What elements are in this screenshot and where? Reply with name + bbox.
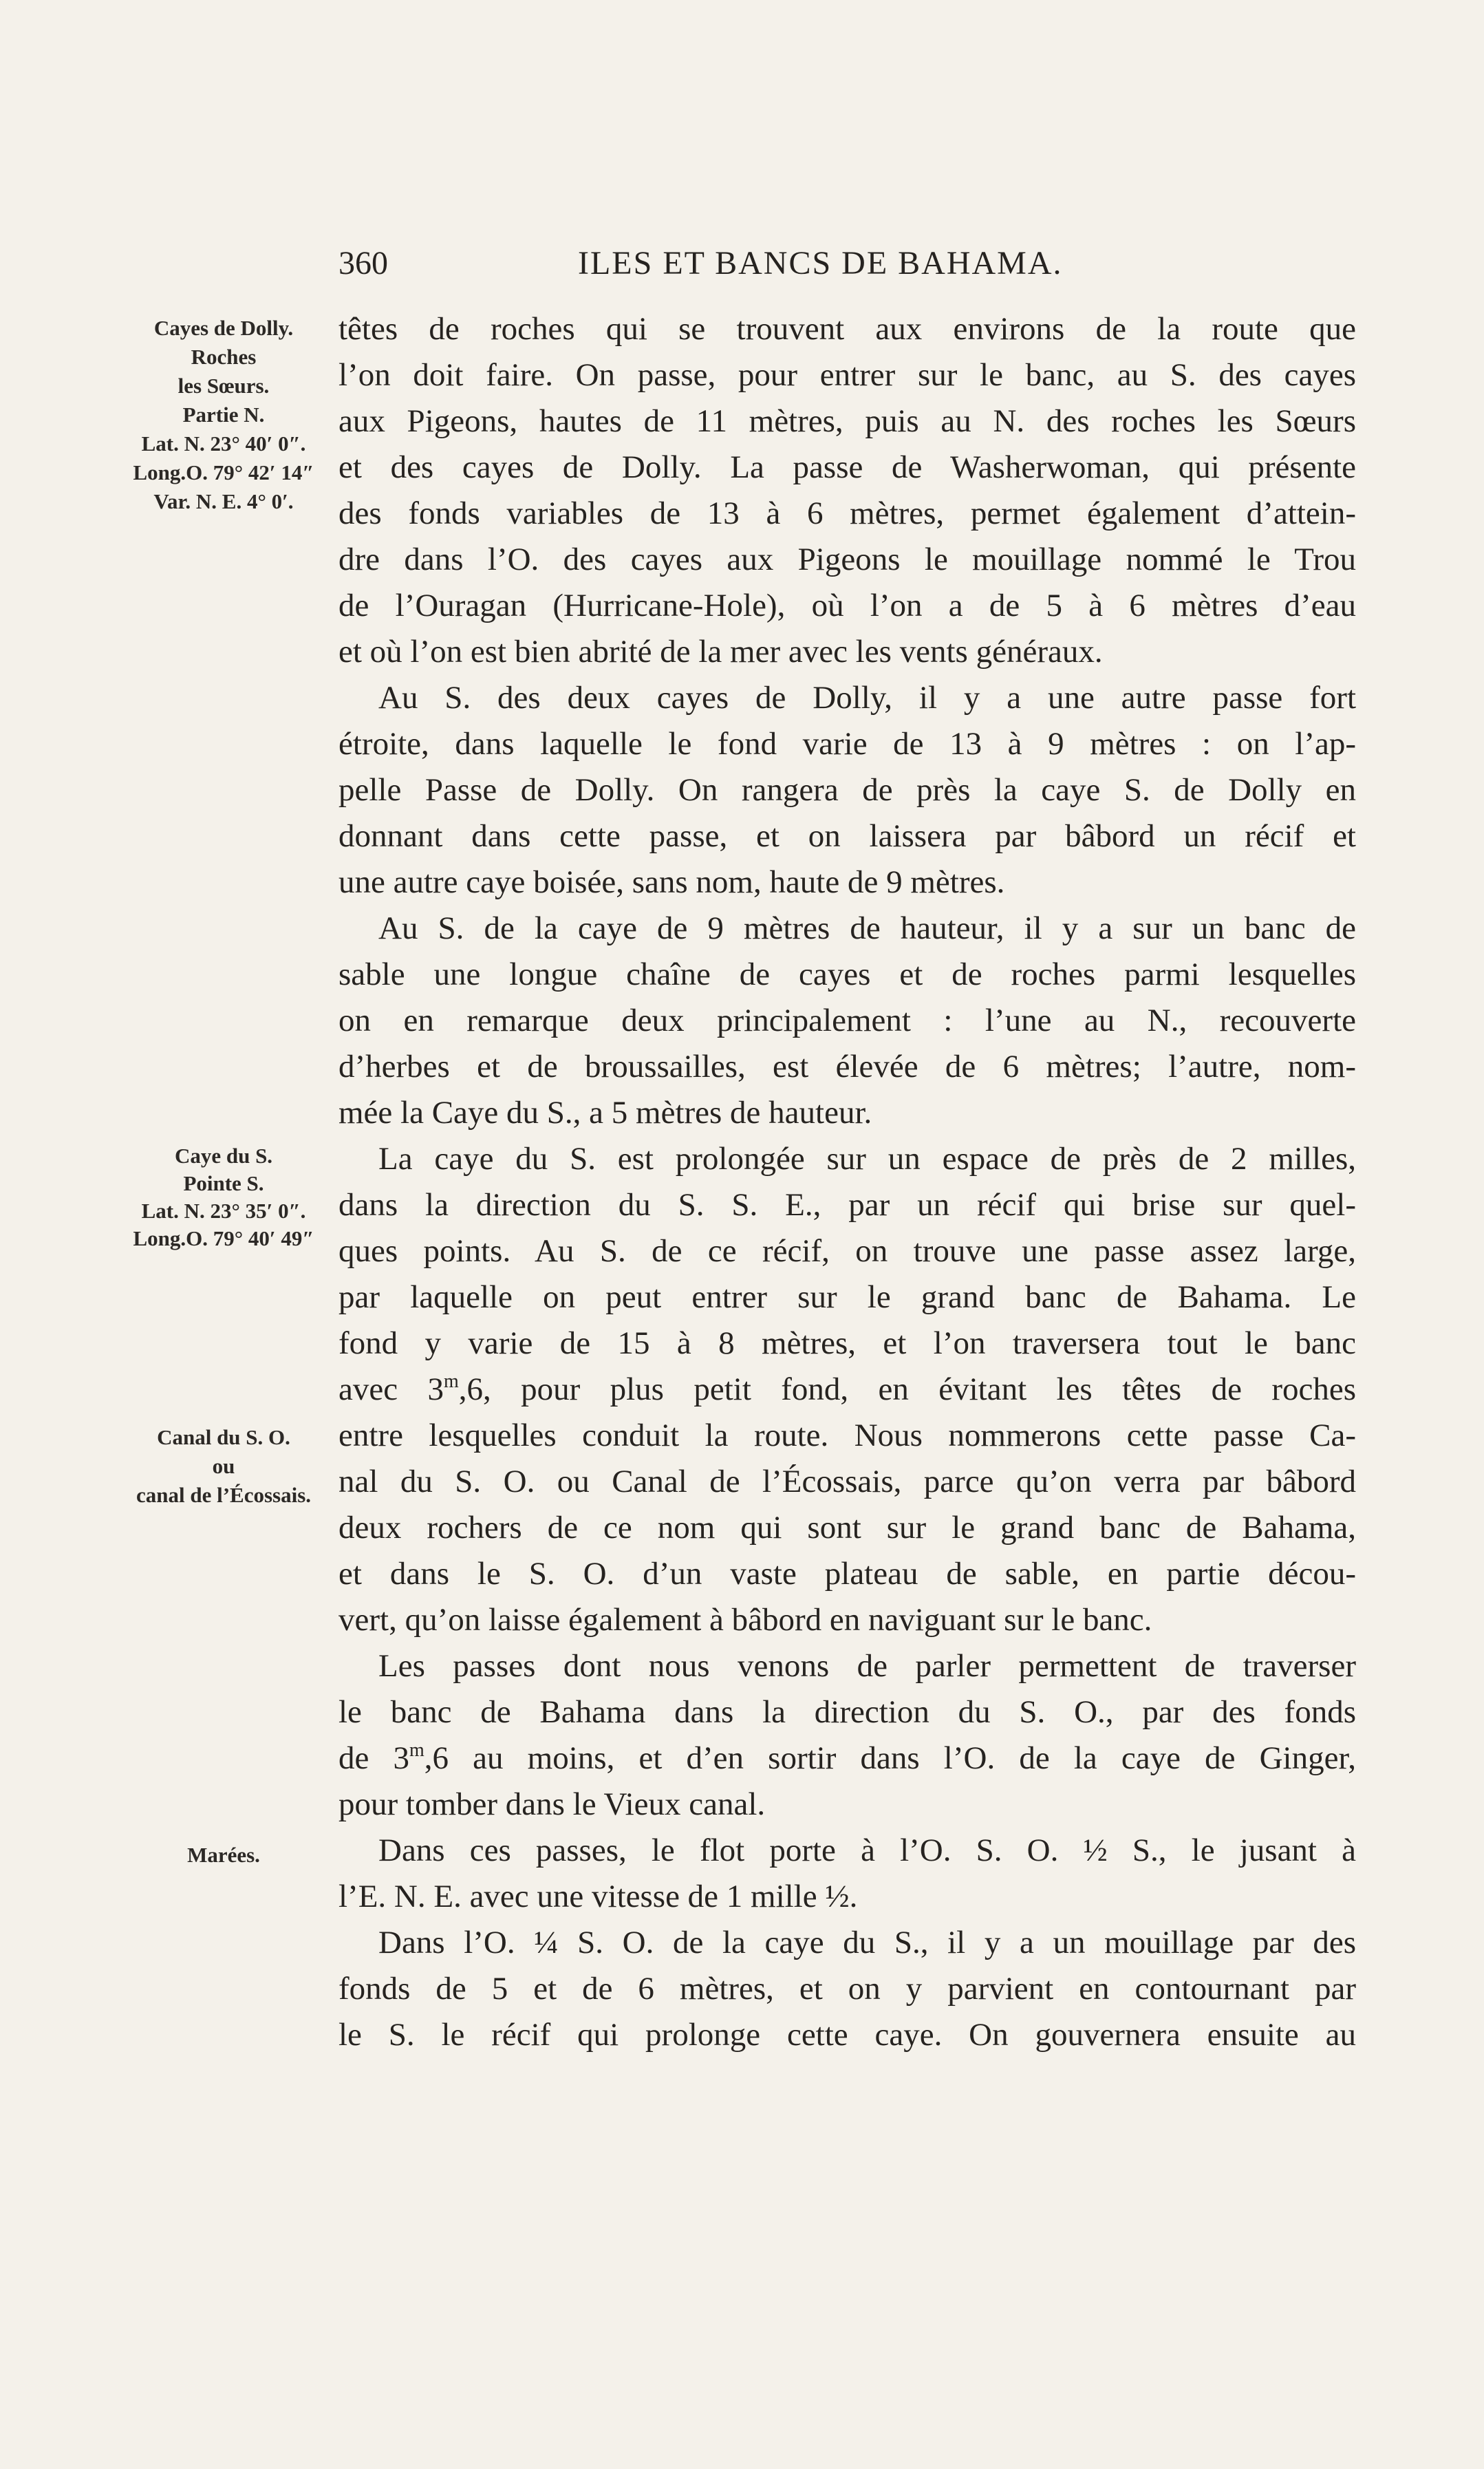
text-segment: avec 3 xyxy=(338,1371,444,1407)
text-line: donnant dans cette passe, et on laissera par bâbord un récif et xyxy=(338,818,1356,854)
text-line: fond y varie de 15 à 8 mètres, et l’on traversera tout le banc xyxy=(338,1325,1356,1361)
margin-note-line: les Sœurs. xyxy=(178,374,270,398)
margin-note-line: Long.O. 79° 42′ 14″ xyxy=(133,460,314,484)
text-line: têtes de roches qui se trouvent aux environs de la route que xyxy=(338,311,1356,347)
text-line: étroite, dans laquelle le fond varie de 13 à 9 mètres : on l’ap- xyxy=(338,726,1356,762)
text-line: l’on doit faire. On passe, pour entrer sur le banc, au S. des cayes xyxy=(338,357,1356,393)
margin-note-line: Cayes de Dolly. xyxy=(153,316,294,340)
text-line: Au S. de la caye de 9 mètres de hauteur, il y a sur un banc de xyxy=(378,910,1356,946)
text-line: ques points. Au S. de ce récif, on trouve une passe assez large, xyxy=(338,1233,1356,1269)
text-line: et dans le S. O. d’un vaste plateau de sable, en partie décou- xyxy=(338,1556,1356,1592)
text-line: des fonds variables de 13 à 6 mètres, permet également d’attein- xyxy=(338,495,1356,531)
text-line: par laquelle on peut entrer sur le grand banc de Bahama. Le xyxy=(338,1279,1356,1315)
text-line: deux rochers de ce nom qui sont sur le grand banc de Bahama, xyxy=(338,1510,1356,1546)
margin-note-line: ou xyxy=(212,1454,235,1478)
page-header xyxy=(338,244,1095,292)
page-number: 360 xyxy=(338,245,388,281)
margin-note-line: Lat. N. 23° 40′ 0″. xyxy=(141,431,306,456)
text-line: pelle Passe de Dolly. On rangera de près la caye S. de Dolly en xyxy=(338,772,1356,808)
margin-note-caye-du-s xyxy=(110,1142,337,1252)
text-line: fonds de 5 et de 6 mètres, et on y parvient en contournant par xyxy=(338,1971,1356,2007)
margin-note-line: Pointe S. xyxy=(183,1171,264,1195)
text-line: nal du S. O. ou Canal de l’Écossais, parce qu’on verra par bâbord xyxy=(338,1464,1356,1499)
text-line: Dans ces passes, le flot porte à l’O. S. O. ½ S., le jusant à xyxy=(378,1832,1356,1868)
text-line: de l’Ouragan (Hurricane-Hole), où l’on a de 5 à 6 mètres d’eau xyxy=(338,588,1356,623)
text-line: et où l’on est bien abrité de la mer avec les vents généraux. xyxy=(338,634,1103,670)
text-segment: de 3 xyxy=(338,1740,409,1776)
margin-note-marees xyxy=(110,1841,337,1869)
text-line: Dans l’O. ¼ S. O. de la caye du S., il y a un mouillage par des xyxy=(378,1925,1356,1960)
text-line: entre lesquelles conduit la route. Nous nommerons cette passe Ca- xyxy=(338,1418,1356,1453)
text-line: le S. le récif qui prolonge cette caye. On gouvernera ensuite au xyxy=(338,2017,1356,2053)
text-segment: ,6 au moins, et d’en sortir dans l’O. de la caye de Ginger, xyxy=(424,1740,1356,1776)
superscript: m xyxy=(409,1740,424,1761)
superscript: m xyxy=(443,1371,459,1392)
text-line: d’herbes et de broussailles, est élevée de 6 mètres; l’autre, nom- xyxy=(338,1049,1356,1084)
text-line: vert, qu’on laisse également à bâbord en naviguant sur le banc. xyxy=(338,1602,1152,1638)
margin-note-line: Canal du S. O. xyxy=(157,1425,290,1449)
text-line: pour tomber dans le Vieux canal. xyxy=(338,1786,766,1822)
text-line: une autre caye boisée, sans nom, haute de 9 mètres. xyxy=(338,864,1005,900)
running-title: ILES ET BANCS DE BAHAMA. xyxy=(578,245,1063,281)
text-line: le banc de Bahama dans la direction du S. O., par des fonds xyxy=(338,1694,1356,1730)
margin-note-line: Marées. xyxy=(187,1843,260,1867)
margin-note-line: Caye du S. xyxy=(174,1144,273,1168)
text-line xyxy=(338,1367,1356,1413)
margin-note-cayes-de-dolly xyxy=(110,314,337,516)
text-line xyxy=(338,1735,1356,1782)
margin-note-canal-du-so xyxy=(110,1423,337,1510)
text-line: et des cayes de Dolly. La passe de Washerwoman, qui présente xyxy=(338,449,1356,485)
text-line: dans la direction du S. S. E., par un récif qui brise sur quel- xyxy=(338,1187,1356,1223)
text-line: l’E. N. E. avec une vitesse de 1 mille ½. xyxy=(338,1879,858,1914)
text-line: on en remarque deux principalement : l’une au N., recouverte xyxy=(338,1003,1356,1038)
margin-note-line: canal de l’Écossais. xyxy=(136,1483,312,1507)
margin-note-line: Var. N. E. 4° 0′. xyxy=(153,489,294,513)
margin-note-line: Partie N. xyxy=(182,403,265,427)
text-line: dre dans l’O. des cayes aux Pigeons le mouillage nommé le Trou xyxy=(338,542,1356,577)
text-line: La caye du S. est prolongée sur un espace de près de 2 milles, xyxy=(378,1141,1356,1177)
text-line: mée la Caye du S., a 5 mètres de hauteur. xyxy=(338,1095,872,1131)
margin-note-line: Long.O. 79° 40′ 49″ xyxy=(133,1226,314,1250)
margin-note-line: Lat. N. 23° 35′ 0″. xyxy=(141,1199,306,1223)
text-line: aux Pigeons, hautes de 11 mètres, puis au N. des roches les Sœurs xyxy=(338,403,1356,439)
margin-note-line: Roches xyxy=(191,345,257,369)
body-text xyxy=(338,306,1356,2058)
text-line: sable une longue chaîne de cayes et de roches parmi lesquelles xyxy=(338,956,1356,992)
text-segment: ,6, pour plus petit fond, en évitant les têtes de roches xyxy=(458,1371,1356,1407)
text-line: Au S. des deux cayes de Dolly, il y a une autre passe fort xyxy=(378,680,1356,716)
text-line: Les passes dont nous venons de parler permettent de traverser xyxy=(378,1648,1356,1684)
